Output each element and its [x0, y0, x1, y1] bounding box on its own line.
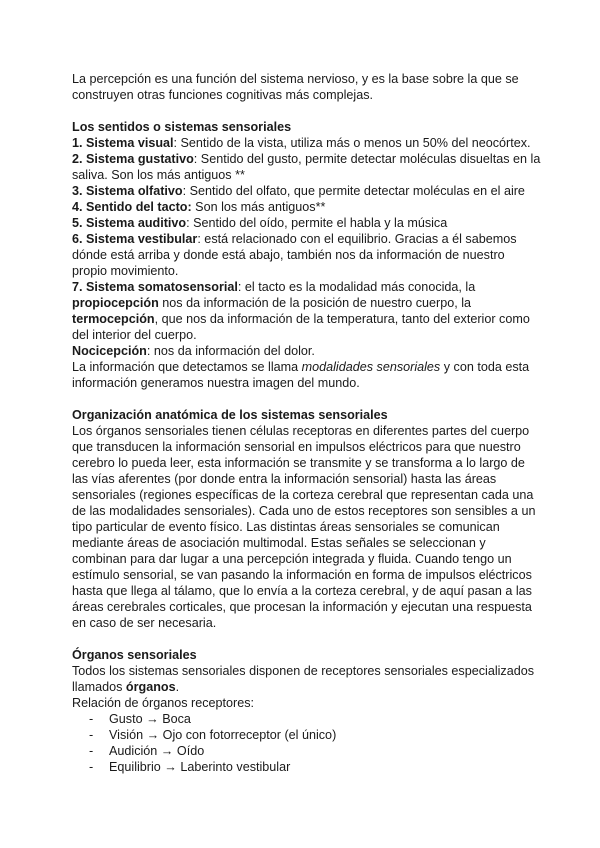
- item-text: Son los más antiguos**: [191, 200, 326, 214]
- receptor-list: [72, 711, 542, 775]
- list-item: [72, 711, 542, 727]
- item-number: 4.: [72, 200, 87, 214]
- bullet-dash: -: [89, 744, 94, 758]
- item-name: Sentido del tacto:: [86, 200, 192, 214]
- organs-intro-text: Todos los sistemas sensoriales disponen de receptores sensoriales especializados llamados: [72, 664, 535, 694]
- section-heading-anatomy: Organización anatómica de los sistemas sensoriales: [72, 408, 388, 422]
- list-item: [72, 759, 542, 775]
- sense-item-6: [72, 231, 542, 279]
- item-number: 2.: [72, 152, 87, 166]
- item-name: Sistema olfativo: [86, 184, 183, 198]
- list-item: [72, 727, 542, 743]
- organs-intro-text: .: [175, 680, 180, 694]
- item-name: Sistema gustativo: [86, 152, 194, 166]
- bullet-dash: -: [89, 728, 94, 742]
- list-item-text: Gusto → Boca: [109, 712, 191, 726]
- item-number: 5.: [72, 216, 87, 230]
- list-item-text: Audición → Oído: [109, 744, 205, 758]
- item-text: : está relacionado con el equilibrio. Gracias a él sabemos dónde está arriba y donde está abajo, también nos da información de nuestro propio movimiento.: [72, 232, 517, 278]
- item-text: : el tacto es la modalidad más conocida, la: [237, 280, 476, 294]
- sense-item-7: [72, 279, 542, 343]
- sense-item-1: [72, 135, 542, 151]
- item-number: 6.: [72, 232, 87, 246]
- closing-text: y con toda esta información generamos nuestra imagen del mundo.: [72, 360, 530, 390]
- bullet-dash: -: [89, 712, 94, 726]
- nocicepcion-text: : nos da información del dolor.: [146, 344, 315, 358]
- item-number: 1.: [72, 136, 87, 150]
- term-propiocepcion: propiocepción: [72, 296, 159, 310]
- section-heading-organs: Órganos sensoriales: [72, 648, 197, 662]
- anatomy-paragraph: Los órganos sensoriales tienen células receptoras en diferentes partes del cuerpo que transducen la información sensorial en impulsos eléctricos para que nuestro cerebro lo pueda leer, esta información se transmite y se transforma a lo largo de las vías aferentes (por donde entra la información sensorial) hasta las áreas sensoriales (regiones específicas de la corteza cerebral que representan cada una de las modalidades sensoriales). Cada uno de estos receptores son sensibles a un tipo particular de evento físico. Las distintas áreas sensoriales se comunican mediante áreas de asociación multimodal. Estas señales se seleccionan y combinan para dar lugar a una percepción integrada y fluida. Cuando tengo un estímulo sensorial, se van pasando la información en forma de impulsos eléctricos hasta que llega al tálamo, que lo envía a la corteza cerebral, y de aquí pasan a las áreas cerebrales corticales, que procesan la información y ejecutan una respuesta en caso de ser necesaria.: [72, 424, 536, 630]
- senses-closing-paragraph: [72, 359, 542, 391]
- nocicepcion-line: [72, 343, 542, 359]
- organs-list-title: Relación de órganos receptores:: [72, 696, 255, 710]
- spacer: [72, 103, 542, 119]
- term-termocepcion: termocepción: [72, 312, 155, 326]
- sense-item-5: [72, 215, 542, 231]
- section-heading-senses: Los sentidos o sistemas sensoriales: [72, 120, 292, 134]
- item-text: nos da información de la posición de nuestro cuerpo, la: [158, 296, 472, 310]
- item-text: : Sentido del oído, permite el habla y la música: [186, 216, 448, 230]
- organs-intro: [72, 663, 542, 695]
- list-item-text: Visión → Ojo con fotorreceptor (el único): [109, 728, 337, 742]
- item-text: : Sentido del gusto, permite detectar moléculas disueltas en la saliva. Son los más antiguos **: [72, 152, 541, 182]
- spacer: [72, 391, 542, 407]
- spacer: [72, 631, 542, 647]
- item-text: : Sentido del olfato, que permite detectar moléculas en el aire: [182, 184, 525, 198]
- item-name: Sistema visual: [86, 136, 174, 150]
- item-text: : Sentido de la vista, utiliza más o menos un 50% del neocórtex.: [173, 136, 531, 150]
- item-name: Sistema somatosensorial: [86, 280, 238, 294]
- list-item: [72, 743, 542, 759]
- item-name: Sistema vestibular: [86, 232, 198, 246]
- document-page: [72, 71, 542, 775]
- bullet-dash: -: [89, 760, 94, 774]
- item-name: Sistema auditivo: [86, 216, 187, 230]
- sense-item-4: [72, 199, 542, 215]
- sense-item-3: [72, 183, 542, 199]
- term-organos: órganos: [125, 680, 176, 694]
- item-text: , que nos da información de la temperatura, tanto del exterior como del interior del cuerpo.: [72, 312, 530, 342]
- sense-item-2: [72, 151, 542, 183]
- item-number: 7.: [72, 280, 87, 294]
- intro-paragraph: La percepción es una función del sistema nervioso, y es la base sobre la que se construyen otras funciones cognitivas más complejas.: [72, 72, 519, 102]
- list-item-text: Equilibrio → Laberinto vestibular: [109, 760, 291, 774]
- term-modalidades-sensoriales: modalidades sensoriales: [301, 360, 441, 374]
- item-number: 3.: [72, 184, 87, 198]
- closing-text: La información que detectamos se llama: [72, 360, 302, 374]
- term-nocicepcion: Nocicepción: [72, 344, 147, 358]
